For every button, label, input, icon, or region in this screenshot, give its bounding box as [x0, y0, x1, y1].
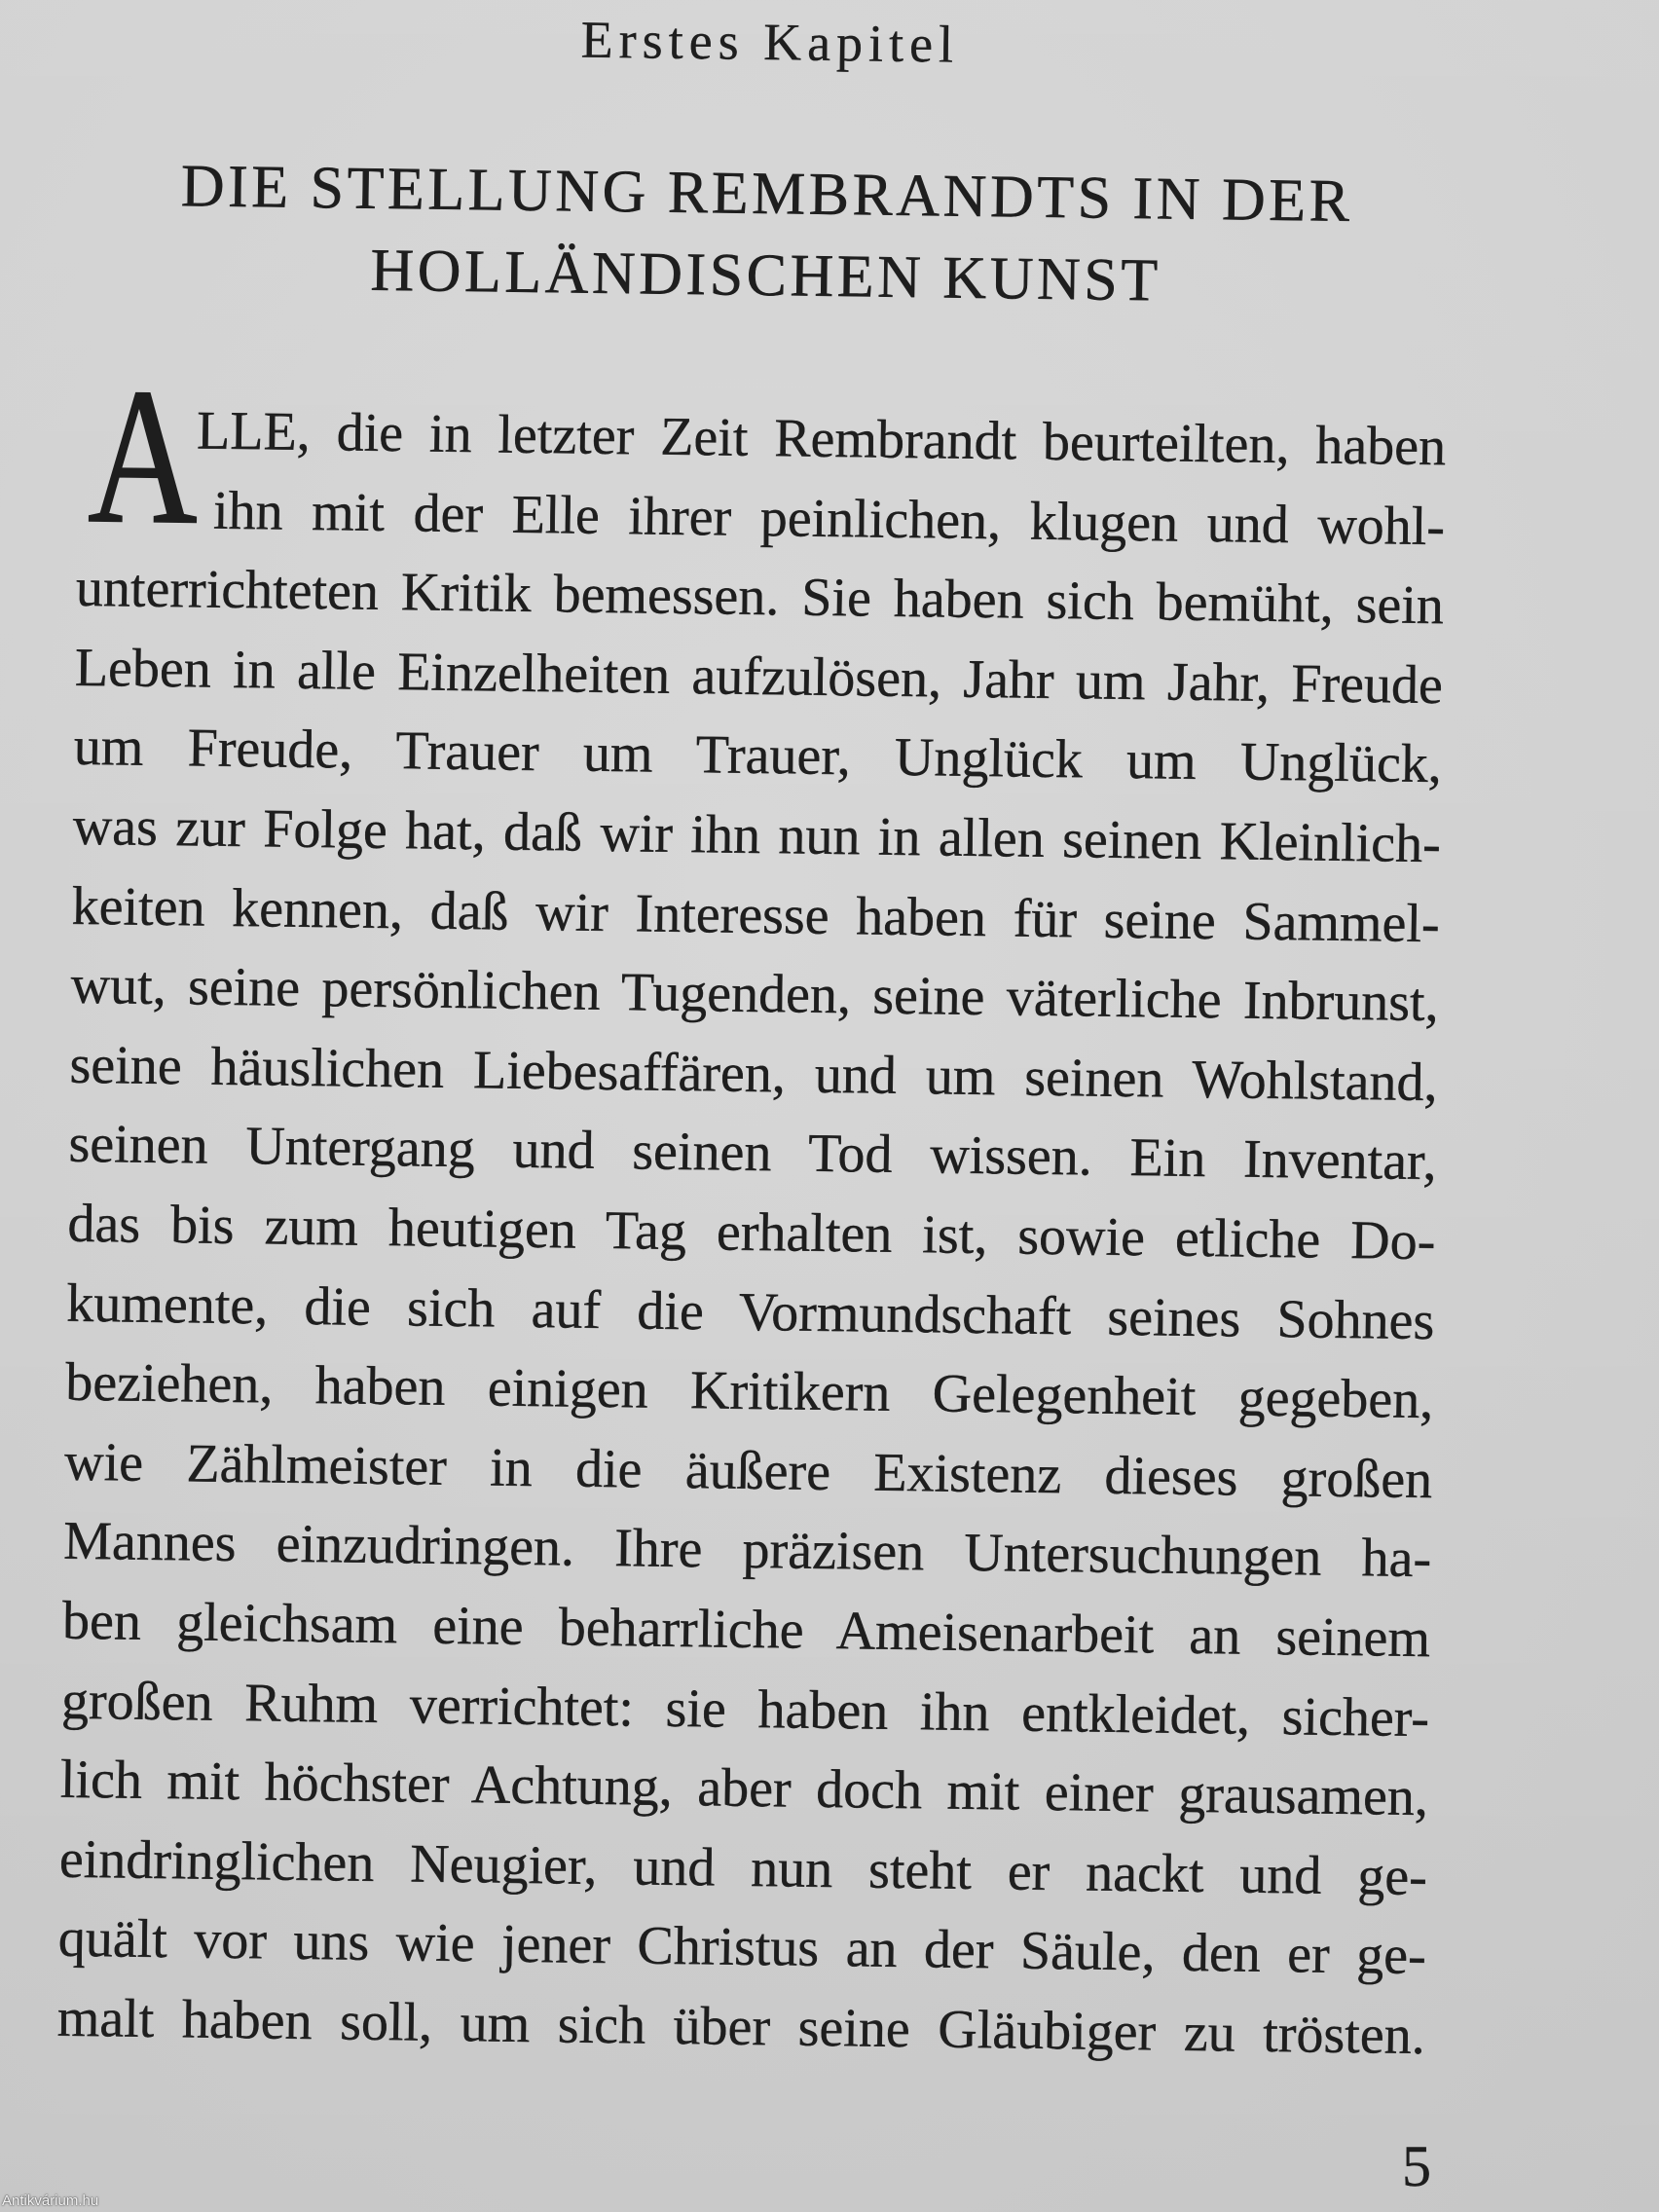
text-line: quält vor uns wie jener Christus an der Säule, den er ge-	[57, 1908, 1427, 1987]
text-line: LLE, die in letzter Zeit Rembrandt beurteilten, haben	[196, 400, 1447, 478]
text-column	[56, 1, 1452, 2083]
text-line: wie Zählmeister in die äußere Existenz dieses großen	[63, 1431, 1433, 1510]
text-line: Leben in alle Einzelheiten aufzulösen, Jahr um Jahr, Freude	[74, 637, 1444, 717]
page-number: 5	[1402, 2134, 1431, 2198]
text-line: seinen Untergang und seinen Tod wissen. Ein Inventar,	[68, 1114, 1437, 1193]
text-line: beziehen, haben einigen Kritikern Gelegenheit gegeben,	[64, 1351, 1434, 1431]
text-line: keiten kennen, daß wir Interesse haben für seine Sammel-	[71, 875, 1441, 954]
text-line: eindringlichen Neugier, und nun steht er nackt und ge-	[58, 1828, 1428, 1907]
text-line: das bis zum heutigen Tag erhalten ist, sowie etliche Do-	[67, 1193, 1436, 1272]
text-line: lich mit höchster Achtung, aber doch mit einer grausamen,	[59, 1749, 1429, 1828]
text-line: um Freude, Trauer um Trauer, Unglück um Unglück,	[73, 717, 1443, 795]
running-head: Erstes Kapitel	[580, 10, 960, 74]
drop-cap: A	[87, 349, 200, 566]
text-line: kumente, die sich auf die Vormundschaft seines Sohnes	[66, 1272, 1435, 1351]
watermark: Antikvárium.hu	[2, 2193, 99, 2209]
text-line: Mannes einzudringen. Ihre präzisen Untersuchungen ha-	[62, 1511, 1432, 1590]
text-line: was zur Folge hat, daß wir ihn nun in allen seinen Kleinlich-	[72, 795, 1442, 875]
text-line: großen Ruhm verrichtet: sie haben ihn entkleidet, sicher-	[60, 1670, 1430, 1749]
body-text	[56, 349, 1447, 2077]
text-line: wut, seine persönlichen Tugenden, seine väterliche Inbrunst,	[70, 954, 1439, 1034]
text-line: malt haben soll, um sich über seine Gläubiger zu trösten.	[56, 1987, 1426, 2066]
chapter-title	[80, 144, 1450, 325]
text-line: ben gleichsam eine beharrliche Ameisenarbeit an seinem	[61, 1590, 1431, 1670]
text-line: ihn mit der Elle ihrer peinlichen, klugen und wohl-	[212, 480, 1446, 557]
chapter-title-line-1: DIE STELLUNG REMBRANDTS IN DER	[180, 153, 1353, 235]
chapter-title-line-2: HOLLÄNDISCHEN KUNST	[370, 237, 1162, 314]
text-line: seine häuslichen Liebesaffären, und um seinen Wohlstand,	[69, 1034, 1438, 1113]
text-line: unterrichteten Kritik bemessen. Sie haben sich bemüht, sein	[75, 558, 1445, 637]
